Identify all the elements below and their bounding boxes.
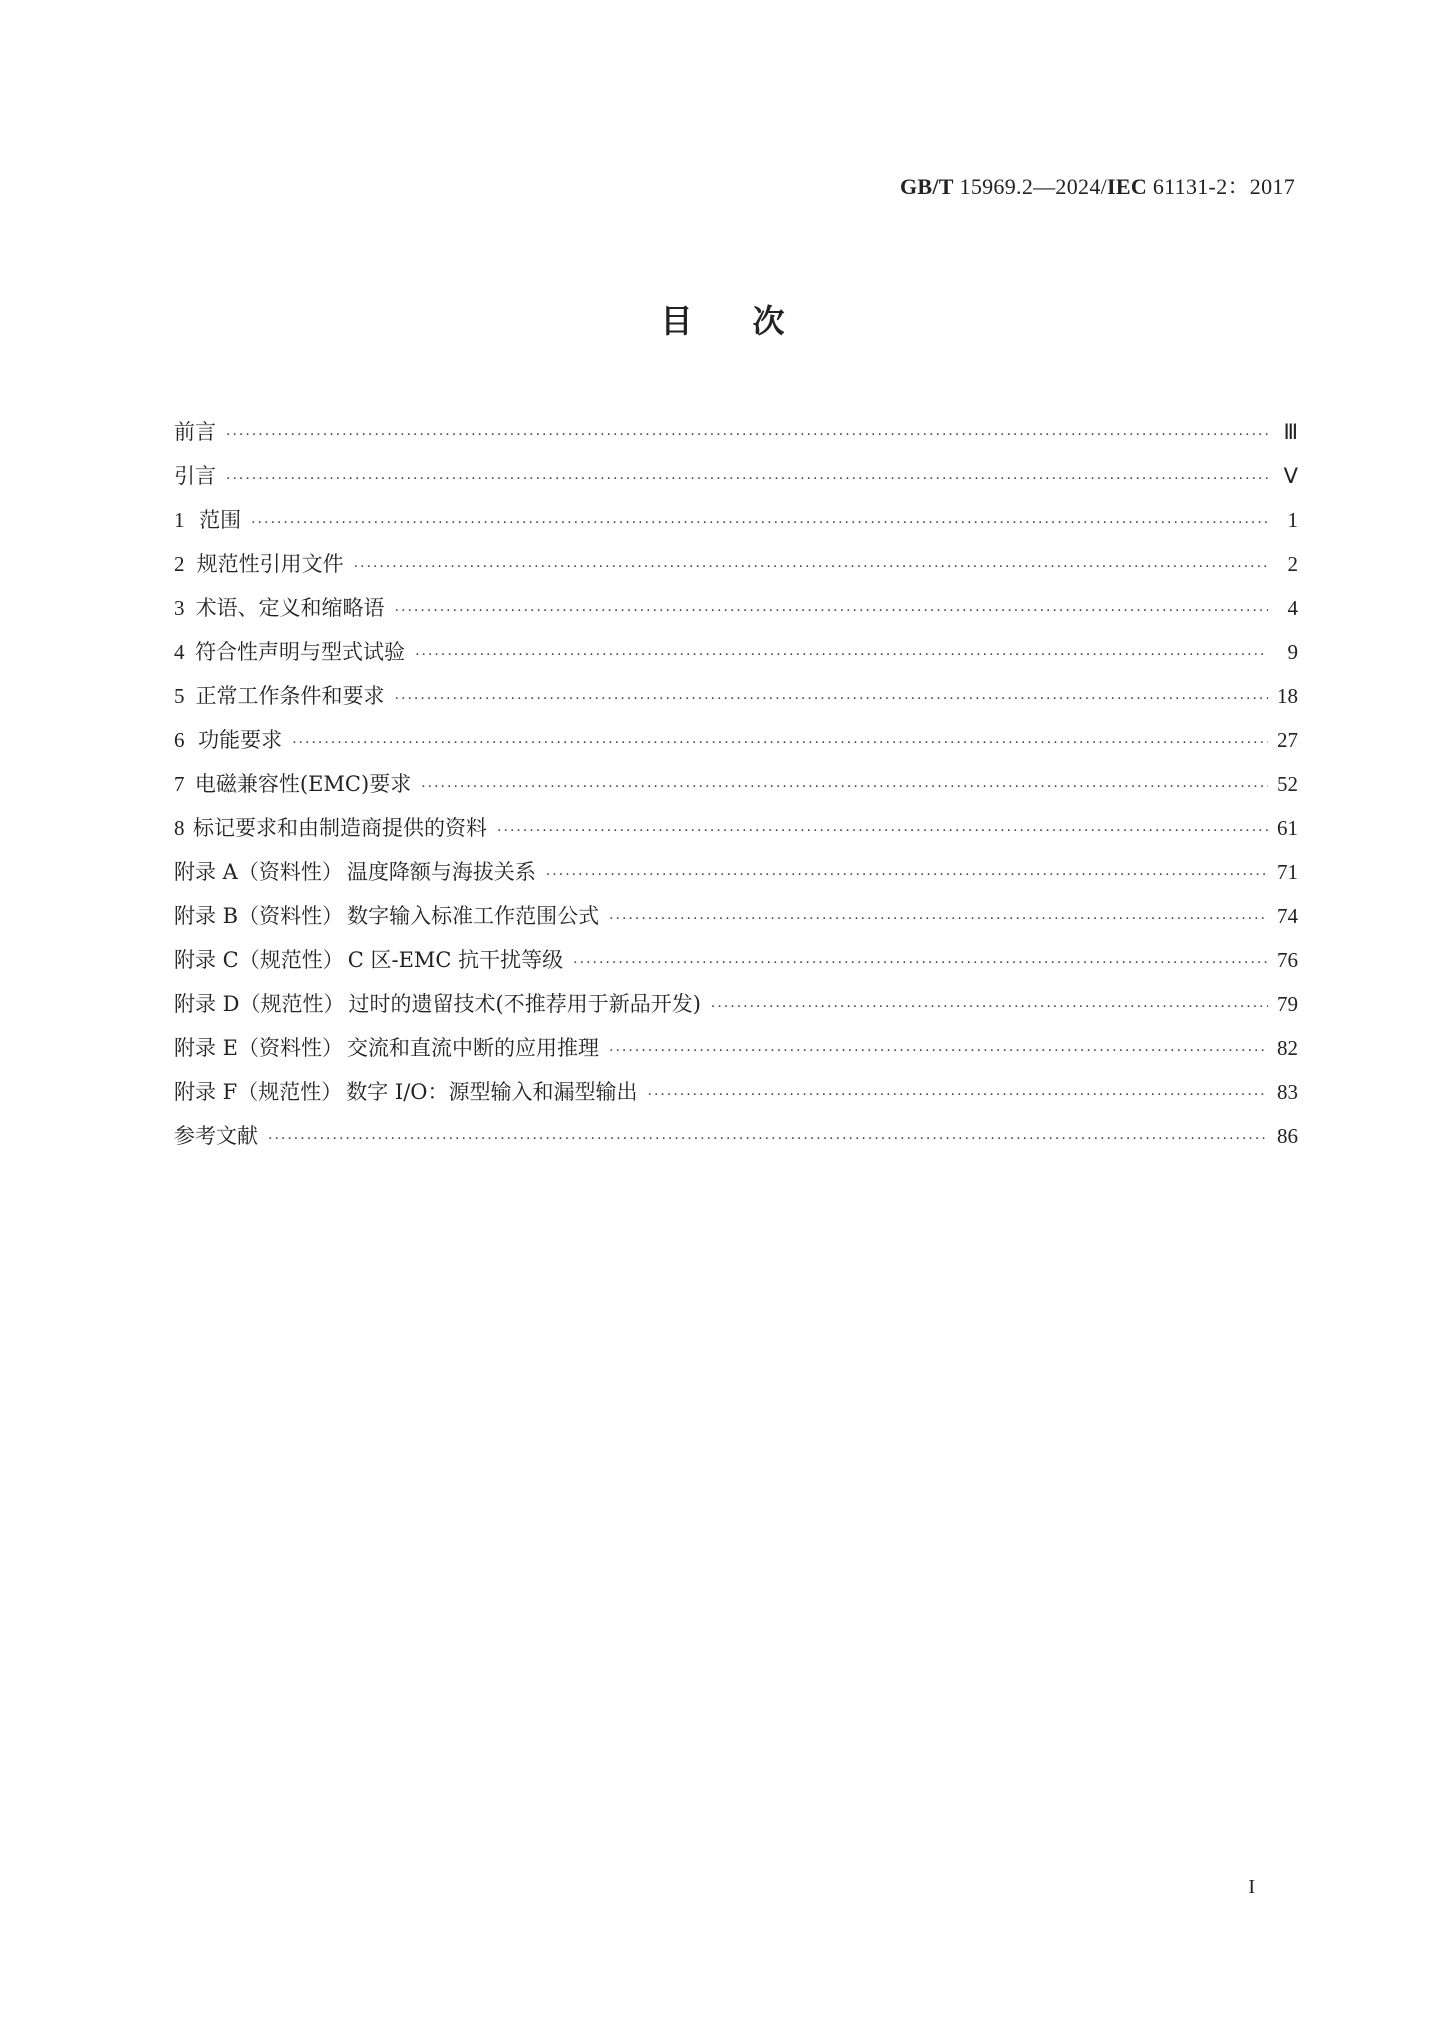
toc-annex-tag: 附录 D（规范性） xyxy=(174,992,345,1016)
toc-entry[interactable] xyxy=(174,806,1298,850)
toc-annex-tag: 附录 A（资料性） xyxy=(174,860,343,884)
toc-page-number: 9 xyxy=(1287,640,1298,664)
toc-entry[interactable] xyxy=(174,498,1298,542)
page-number: I xyxy=(1248,1876,1255,1898)
toc-section-number: 8 xyxy=(174,816,185,840)
toc-entry[interactable] xyxy=(174,586,1298,630)
standard-code-prefix: GB/T xyxy=(899,174,954,199)
toc-page-number: 71 xyxy=(1277,860,1298,884)
toc-entry[interactable] xyxy=(174,630,1298,674)
toc-entry-label: 数字输入标准工作范围公式 xyxy=(347,904,600,928)
toc-dot-leader xyxy=(226,457,1268,501)
table-of-contents xyxy=(174,410,1298,1158)
toc-entry[interactable] xyxy=(174,1114,1298,1158)
toc-entry-label: 正常工作条件和要求 xyxy=(195,684,385,708)
toc-dot-leader xyxy=(497,809,1268,853)
toc-dot-leader xyxy=(415,633,1268,677)
toc-entry-label: C 区-EMC 抗干扰等级 xyxy=(347,948,564,972)
toc-entry-label: 标记要求和由制造商提供的资料 xyxy=(193,816,488,840)
toc-entry[interactable] xyxy=(174,674,1298,718)
toc-dot-leader xyxy=(395,677,1268,721)
toc-section-number: 1 xyxy=(174,508,185,532)
toc-dot-leader xyxy=(421,765,1268,809)
toc-page-number: 2 xyxy=(1287,552,1298,576)
toc-entry-label: 引言 xyxy=(174,464,216,488)
toc-entry-label: 功能要求 xyxy=(198,728,283,752)
toc-dot-leader xyxy=(395,589,1268,633)
toc-dot-leader xyxy=(573,941,1268,985)
toc-dot-leader xyxy=(292,721,1268,765)
toc-annex-tag: 附录 B（资料性） xyxy=(174,904,344,928)
toc-dot-leader xyxy=(609,1029,1268,1073)
toc-entry[interactable] xyxy=(174,1026,1298,1070)
toc-page-number: 83 xyxy=(1277,1080,1298,1104)
toc-section-number: 7 xyxy=(174,772,185,796)
toc-annex-tag: 附录 F（规范性） xyxy=(174,1080,343,1104)
toc-entry[interactable] xyxy=(174,894,1298,938)
toc-page-number: 1 xyxy=(1287,508,1298,532)
toc-dot-leader xyxy=(711,985,1268,1029)
toc-entry-label: 前言 xyxy=(174,420,216,444)
toc-dot-leader xyxy=(251,501,1268,545)
toc-entry-label: 符合性声明与型式试验 xyxy=(195,640,406,664)
toc-page-number: 18 xyxy=(1277,684,1298,708)
toc-section-number: 4 xyxy=(174,640,185,664)
toc-entry-label: 过时的遗留技术(不推荐用于新品开发) xyxy=(348,992,701,1016)
toc-entry-label: 电磁兼容性(EMC)要求 xyxy=(194,772,412,796)
toc-entry[interactable] xyxy=(174,1070,1298,1114)
toc-page-number: 79 xyxy=(1277,992,1298,1016)
standard-code-iec-number: 61131-2：2017 xyxy=(1147,174,1295,199)
toc-dot-leader xyxy=(226,413,1268,457)
toc-annex-tag: 附录 C（规范性） xyxy=(174,948,344,972)
toc-entry[interactable] xyxy=(174,850,1298,894)
toc-entry[interactable] xyxy=(174,762,1298,806)
toc-page-number: 52 xyxy=(1277,772,1298,796)
toc-section-number: 5 xyxy=(174,684,185,708)
toc-annex-tag: 附录 E（资料性） xyxy=(174,1036,344,1060)
toc-section-number: 3 xyxy=(174,596,185,620)
toc-dot-leader xyxy=(268,1117,1268,1161)
toc-dot-leader xyxy=(648,1073,1268,1117)
toc-page-number: 27 xyxy=(1277,728,1298,752)
toc-page-number: 76 xyxy=(1277,948,1298,972)
standard-code-number: 15969.2—2024/ xyxy=(953,174,1108,199)
toc-entry-label: 范围 xyxy=(199,508,242,532)
toc-page-number: 4 xyxy=(1287,596,1298,620)
toc-entry-label: 交流和直流中断的应用推理 xyxy=(347,1036,600,1060)
toc-page-number: 74 xyxy=(1277,904,1298,928)
toc-entry[interactable] xyxy=(174,718,1298,762)
toc-dot-leader xyxy=(609,897,1268,941)
toc-section-number: 6 xyxy=(174,728,185,752)
toc-page-number: 86 xyxy=(1277,1124,1298,1148)
standard-code-header xyxy=(900,170,1295,201)
toc-entry[interactable] xyxy=(174,454,1298,498)
toc-dot-leader xyxy=(354,545,1268,589)
toc-entry-label: 温度降额与海拔关系 xyxy=(346,860,536,884)
toc-entry[interactable] xyxy=(174,938,1298,982)
toc-entry[interactable] xyxy=(174,542,1298,586)
toc-page-number: Ⅲ xyxy=(1283,420,1298,444)
standard-code-iec: IEC xyxy=(1107,174,1148,199)
toc-entry-label: 规范性引用文件 xyxy=(196,552,344,576)
toc-dot-leader xyxy=(546,853,1268,897)
toc-entry-label: 数字 I/O：源型输入和漏型输出 xyxy=(346,1080,638,1104)
toc-page-number: Ⅴ xyxy=(1283,464,1298,488)
toc-page-number: 82 xyxy=(1277,1036,1298,1060)
toc-page-number: 61 xyxy=(1277,816,1298,840)
page-title: 目次 xyxy=(660,302,845,340)
toc-section-number: 2 xyxy=(174,552,185,576)
toc-entry[interactable] xyxy=(174,410,1298,454)
toc-entry[interactable] xyxy=(174,982,1298,1026)
toc-entry-label: 参考文献 xyxy=(174,1124,258,1148)
toc-entry-label: 术语、定义和缩略语 xyxy=(195,596,385,620)
